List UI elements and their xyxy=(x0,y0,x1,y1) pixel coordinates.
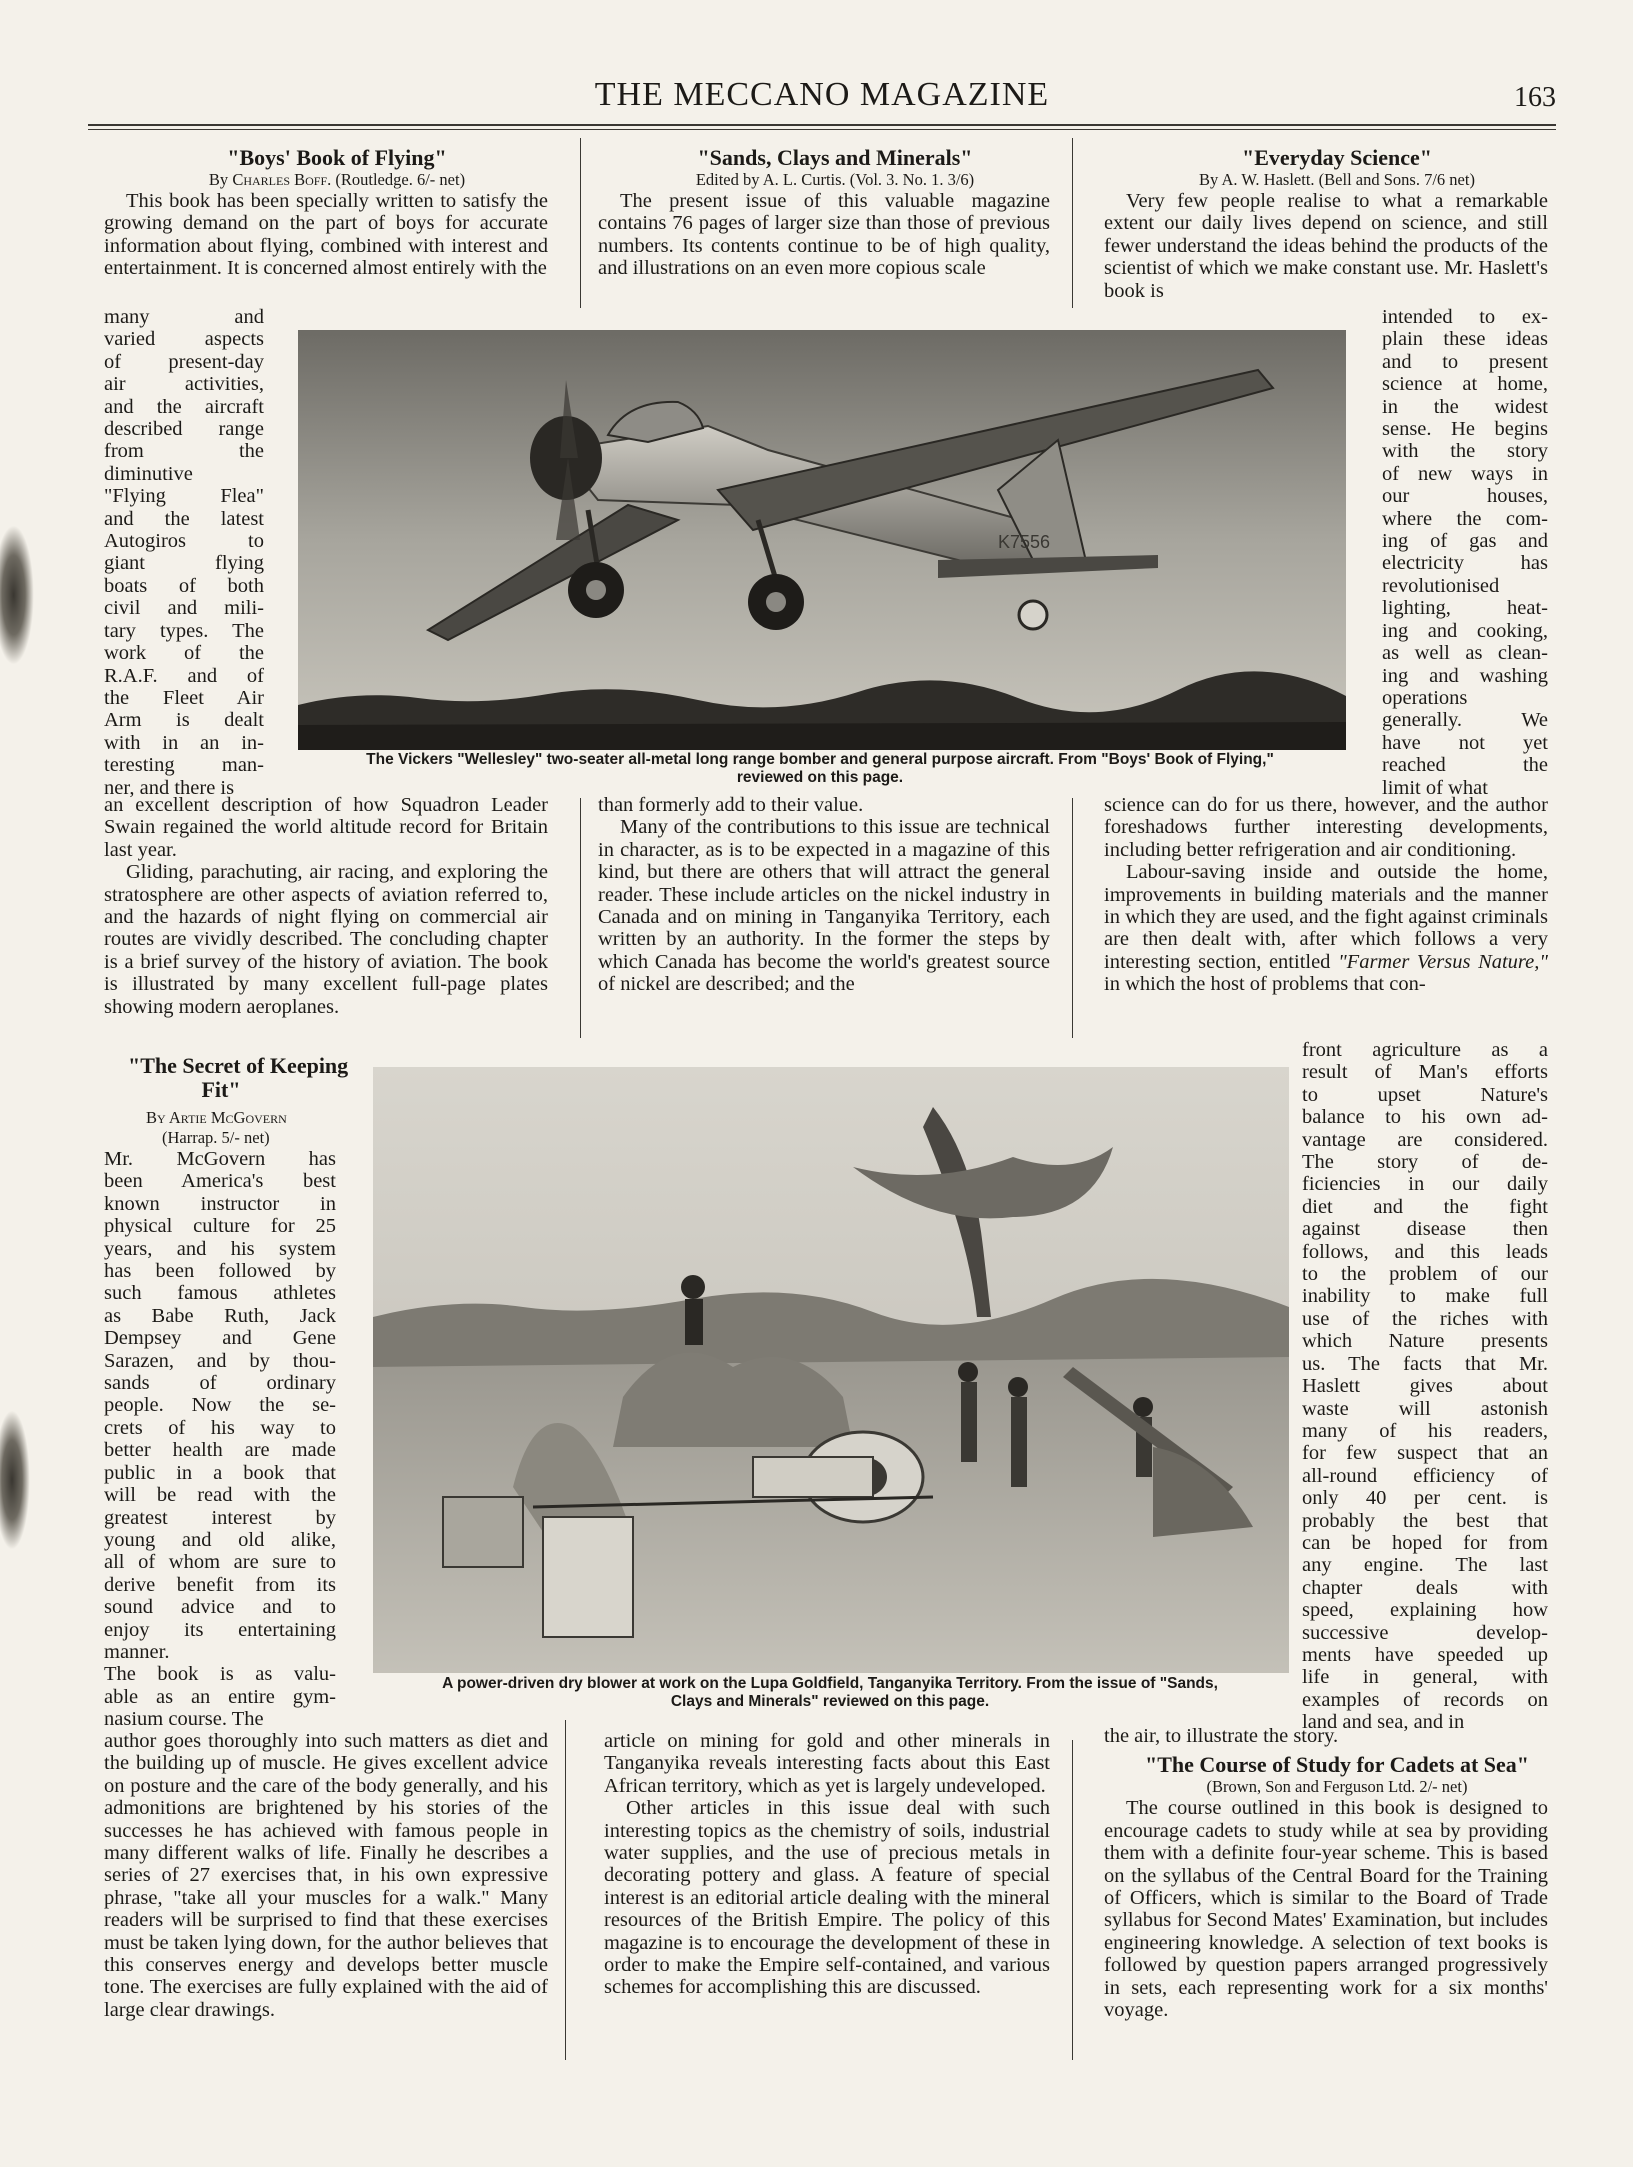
caption-line: The Vickers "Wellesley" two-seater all-metal long range bomber and general purpose aircraft. From "Boys' Book of Flying," xyxy=(366,751,1274,768)
caption-line: Clays and Minerals" reviewed on this page. xyxy=(670,1693,990,1710)
text-line: and the aircraft xyxy=(104,395,264,418)
page-number: 163 xyxy=(1514,82,1556,113)
column-divider xyxy=(1072,138,1073,308)
text-line: revolutionised xyxy=(1382,574,1500,597)
column-divider xyxy=(1072,798,1073,1038)
text-line: all of whom are sure to xyxy=(104,1551,336,1574)
text-line: waste will astonish xyxy=(1302,1397,1548,1420)
text-line: enjoy its entertaining xyxy=(104,1618,336,1641)
text-line: physical culture for 25 xyxy=(104,1215,336,1238)
heading-line: "The Secret of Keeping xyxy=(128,1053,349,1078)
text-line: only 40 per cent. is xyxy=(1302,1487,1548,1510)
text-line: work of the xyxy=(104,642,264,665)
aircraft-illustration xyxy=(298,330,1346,750)
review-text: Many of the contributions to this issue are technical in character, as is to be expected in a magazine of this kind, but there are others that will attract the general reader. These include articles on the nickel industry in Canada and on mining in Tanganyika Territory, each written by an authority. In the former the steps by which Canada has become the world's greatest source of nickel are described; and the xyxy=(598,816,1050,996)
heading-line: Fit" xyxy=(201,1077,241,1102)
text-line: diminutive xyxy=(104,462,193,485)
text-line: chapter deals with xyxy=(1302,1576,1548,1599)
column-divider xyxy=(580,798,581,1038)
text-line: lighting, heat- xyxy=(1382,597,1548,620)
text-line: successive develop- xyxy=(1302,1621,1548,1644)
text-line: young and old alike, xyxy=(104,1528,336,1551)
text-line: diet and the fight xyxy=(1302,1195,1548,1218)
text-line: examples of records on xyxy=(1302,1688,1548,1711)
byline-author: Charles Boff. xyxy=(232,170,332,189)
text-line: teresting man- xyxy=(104,754,264,777)
dry-blower-photo xyxy=(373,1067,1289,1673)
text-line: plain these ideas xyxy=(1382,328,1548,351)
text-line: for few suspect that an xyxy=(1302,1442,1548,1465)
review-text-wrap xyxy=(104,1148,336,1731)
review-text: author goes thoroughly into such matters as diet and the building up of muscle. He gives excellent advice on posture and the care of the body generally, and his admonitions are brightened by his stories of the successes he has achieved with famous people in many different walks of life. Finally he describes a series of 27 exercises that, in his own expressive phrase, "take all your muscles for a walk." Many readers will be surprised to find that these exercises must be taken lying down, for the author believes that this conserves energy and develops better muscle tone. The exercises are fully explained with the aid of large clear drawings. xyxy=(104,1730,548,2021)
text-line: vantage are considered. xyxy=(1302,1128,1548,1151)
caption-line: A power-driven dry blower at work on the Lupa Goldfield, Tanganyika Territory. From the issue of "Sands, xyxy=(442,1675,1218,1692)
review-text: science can do for us there, however, and the author foreshadows further interesting developments, including better refrigeration and air conditioning. xyxy=(1104,794,1548,861)
text-line: speed, explaining how xyxy=(1302,1599,1548,1622)
review-sands-concluded xyxy=(604,1730,1050,1999)
text-line: balance to his own ad- xyxy=(1302,1106,1548,1129)
byline-by: By xyxy=(208,170,229,189)
header-rule-thin xyxy=(88,129,1556,130)
text-line: varied aspects xyxy=(104,328,264,351)
text-line: sands of ordinary xyxy=(104,1372,336,1395)
text-line: ner, and there is xyxy=(104,776,235,799)
column-divider xyxy=(580,138,581,308)
text-line: follows, and this leads xyxy=(1302,1240,1548,1263)
text-line: where the com- xyxy=(1382,507,1548,530)
review-text: The course outlined in this book is designed to encourage cadets to study while at sea by providing them with a definite four-year scheme. This is based on the syllabus of the Central Board for the Training of Officers, which is similar to the Board of Trade syllabus for Second Mates' Examination, but includes engineering knowledge. A selection of text books is followed by question papers arranged progressively in sets, each representing work for a six months' voyage. xyxy=(1104,1797,1548,2022)
text-line: Autogiros to xyxy=(104,530,264,553)
review-text: Other articles in this issue deal with such interesting topics as the chemistry of soils, industrial water supplies, and the use of precious metals in decorating pottery and glass. A feature of special interest is an editorial article dealing with the mineral resources of the British Empire. The policy of this magazine is to encourage the development of these in order to make the Empire self-contained, and various schemes for accomplishing this are discussed. xyxy=(604,1797,1050,1999)
text-line: ing and cooking, xyxy=(1382,619,1548,642)
text-line: have not yet xyxy=(1382,731,1548,754)
text-line: known instructor in xyxy=(104,1192,336,1215)
review-text-part: Labour-saving inside and outside the home, improvements in building materials and the manner in which they are used, and the fight against criminals are then dealt with, after which follows a very interesting section, entitled xyxy=(1104,861,1548,973)
text-line: air activities, xyxy=(104,373,264,396)
text-line: as well as clean- xyxy=(1382,642,1548,665)
review-heading: "Everyday Science" xyxy=(1241,145,1432,170)
text-line: years, and his system xyxy=(104,1237,336,1260)
text-line: to upset Nature's xyxy=(1302,1083,1548,1106)
text-line: The book is as valu- xyxy=(104,1663,336,1686)
text-line: better health are made xyxy=(104,1439,336,1462)
text-line: with in an in- xyxy=(104,731,264,754)
text-line: R.A.F. and of xyxy=(104,664,264,687)
text-line: Arm is dealt xyxy=(104,709,264,732)
review-heading: "Sands, Clays and Minerals" xyxy=(697,145,973,170)
review-text: This book has been specially written to satisfy the growing demand on the part of boys for accurate information about flying, combined with interest and entertainment. It is concerned almost entirely with the xyxy=(104,190,548,280)
text-line: sense. He begins xyxy=(1382,418,1548,441)
text-line: against disease then xyxy=(1302,1218,1548,1241)
text-line: any engine. The last xyxy=(1302,1554,1548,1577)
dry-blower-illustration xyxy=(373,1067,1289,1673)
text-line: can be hoped for from xyxy=(1302,1531,1548,1554)
review-text xyxy=(1104,861,1548,995)
text-line: science at home, xyxy=(1382,373,1548,396)
text-line: operations xyxy=(1382,686,1468,709)
text-line: land and sea, and in xyxy=(1302,1711,1465,1734)
text-line: many and xyxy=(104,306,264,328)
aircraft-photo-caption xyxy=(280,751,1360,787)
text-line: and to present xyxy=(1382,350,1548,373)
review-text-wrap xyxy=(104,306,264,799)
review-byline xyxy=(104,170,548,190)
text-line: described range xyxy=(104,418,264,441)
text-line: able as an entire gym- xyxy=(104,1685,336,1708)
text-line: with the story xyxy=(1382,440,1548,463)
header-rule xyxy=(88,124,1556,126)
review-heading: "The Course of Study for Cadets at Sea" xyxy=(1145,1752,1529,1778)
text-line: result of Man's efforts xyxy=(1302,1061,1548,1084)
text-line: reached the xyxy=(1382,754,1548,777)
text-line: all-round efficiency of xyxy=(1302,1464,1548,1487)
text-line: tary types. The xyxy=(104,619,264,642)
text-line: crets of his way to xyxy=(104,1416,336,1439)
text-line: manner. xyxy=(104,1640,170,1663)
review-everyday-science xyxy=(1104,146,1548,302)
text-line: ments have speeded up xyxy=(1302,1643,1548,1666)
text-line: ing and washing xyxy=(1382,664,1548,687)
review-text: Gliding, parachuting, air racing, and exploring the stratosphere are other aspects of aviation referred to, and the hazards of night flying on commercial air routes are vividly described. The concluding chapter is a brief survey of the history of aviation. The book is illustrated by many excellent full-page plates showing modern aeroplanes. xyxy=(104,861,548,1018)
byline-line: (Harrap. 5/- net) xyxy=(162,1128,270,1147)
dry-blower-photo-caption xyxy=(370,1675,1290,1711)
text-line: in the widest xyxy=(1382,395,1548,418)
review-byline xyxy=(104,1108,344,1148)
review-text: the air, to illustrate the story. xyxy=(1104,1725,1339,1747)
review-keeping-fit-continued xyxy=(104,1730,548,2021)
review-sands-continued xyxy=(598,794,1050,996)
byline-publisher: (Routledge. 6/- net) xyxy=(335,170,466,189)
review-sands-clays-minerals xyxy=(598,146,1050,280)
text-line: civil and mili- xyxy=(104,597,264,620)
text-line: from the xyxy=(104,440,264,463)
review-text: an excellent description of how Squadron Leader Swain regained the world altitude record for Britain last year. xyxy=(104,794,548,861)
text-line: Dempsey and Gene xyxy=(104,1327,336,1350)
review-heading: "Boys' Book of Flying" xyxy=(227,145,447,170)
review-secret-of-keeping-fit xyxy=(104,1053,349,1148)
text-line: our houses, xyxy=(1382,485,1548,508)
text-line: sound advice and to xyxy=(104,1596,336,1619)
text-line: to the problem of our xyxy=(1302,1263,1548,1286)
text-line: will be read with the xyxy=(104,1484,336,1507)
review-text-wrap xyxy=(1382,306,1548,799)
review-boys-book-of-flying xyxy=(104,146,548,280)
text-line: use of the riches with xyxy=(1302,1307,1548,1330)
text-line: derive benefit from its xyxy=(104,1573,336,1596)
text-line: such famous athletes xyxy=(104,1282,336,1305)
review-everyday-science-continued xyxy=(1104,794,1548,996)
text-line: has been followed by xyxy=(104,1260,336,1283)
binding-mark xyxy=(0,525,34,665)
text-line: probably the best that xyxy=(1302,1509,1548,1532)
text-line: ficiencies in our daily xyxy=(1302,1173,1548,1196)
text-line: people. Now the se- xyxy=(104,1394,336,1417)
review-cadets-at-sea xyxy=(1104,1725,1548,2021)
text-line: of new ways in xyxy=(1382,462,1548,485)
masthead xyxy=(88,72,1556,124)
text-line: as Babe Ruth, Jack xyxy=(104,1304,336,1327)
text-line: nasium course. The xyxy=(104,1708,264,1731)
text-line: boats of both xyxy=(104,574,264,597)
review-text: article on mining for gold and other minerals in Tanganyika reveals interesting facts about this East African territory, which as yet is largely undeveloped. xyxy=(604,1730,1050,1797)
text-line: us. The facts that Mr. xyxy=(1302,1352,1548,1375)
aircraft-photo xyxy=(298,330,1346,750)
review-text: The present issue of this valuable magazine contains 76 pages of larger size than those of previous numbers. Its contents continue to be of high quality, and illustrations on an even more copious scale xyxy=(598,190,1050,280)
caption-line: reviewed on this page. xyxy=(736,769,904,786)
text-line: giant flying xyxy=(104,552,264,575)
text-line: intended to ex- xyxy=(1382,306,1548,328)
column-divider xyxy=(565,1720,566,2060)
magazine-title: THE MECCANO MAGAZINE xyxy=(594,76,1050,113)
tail-marking: K7556 xyxy=(998,532,1051,552)
text-line: limit of what xyxy=(1382,776,1488,799)
text-line: "Flying Flea" xyxy=(104,485,264,508)
text-line: been America's best xyxy=(104,1170,336,1193)
review-text: Very few people realise to what a remarkable extent our daily lives depend on science, and still fewer understand the ideas behind the products of the scientist of which we make constant use. Mr. Haslett's book is xyxy=(1104,190,1548,302)
text-line: greatest interest by xyxy=(104,1506,336,1529)
review-byline: (Brown, Son and Ferguson Ltd. 2/- net) xyxy=(1206,1777,1468,1797)
review-heading xyxy=(104,1053,349,1102)
text-line: Haslett gives about xyxy=(1302,1375,1548,1398)
text-line: which Nature presents xyxy=(1302,1330,1548,1353)
text-line: The story of de- xyxy=(1302,1151,1548,1174)
text-line: the Fleet Air xyxy=(104,686,264,709)
review-text: than formerly add to their value. xyxy=(598,794,864,816)
text-line: front agriculture as a xyxy=(1302,1039,1548,1061)
section-title-italic: "Farmer Versus Nature," xyxy=(1338,950,1548,973)
text-line: public in a book that xyxy=(104,1461,336,1484)
text-line: Sarazen, and by thou- xyxy=(104,1349,336,1372)
binding-mark xyxy=(0,1410,30,1550)
text-line: life in general, with xyxy=(1302,1666,1548,1689)
column-divider xyxy=(1072,1740,1073,2060)
text-line: inability to make full xyxy=(1302,1285,1548,1308)
text-line: electricity has xyxy=(1382,552,1548,575)
text-line: generally. We xyxy=(1382,709,1548,732)
text-line: and the latest xyxy=(104,507,264,530)
byline-line: By Artie McGovern xyxy=(146,1108,287,1127)
review-byline: By A. W. Haslett. (Bell and Sons. 7/6 net) xyxy=(1199,170,1475,189)
text-line: of present-day xyxy=(104,350,264,373)
text-line: many of his readers, xyxy=(1302,1419,1548,1442)
review-boys-book-continued xyxy=(104,794,548,1018)
text-line: ing of gas and xyxy=(1382,530,1548,553)
review-text-wrap xyxy=(1302,1039,1548,1734)
review-text-part: in which the host of problems that con- xyxy=(1104,973,1426,996)
review-byline: Edited by A. L. Curtis. (Vol. 3. No. 1. 3/6) xyxy=(695,170,975,189)
text-line: Mr. McGovern has xyxy=(104,1148,336,1170)
